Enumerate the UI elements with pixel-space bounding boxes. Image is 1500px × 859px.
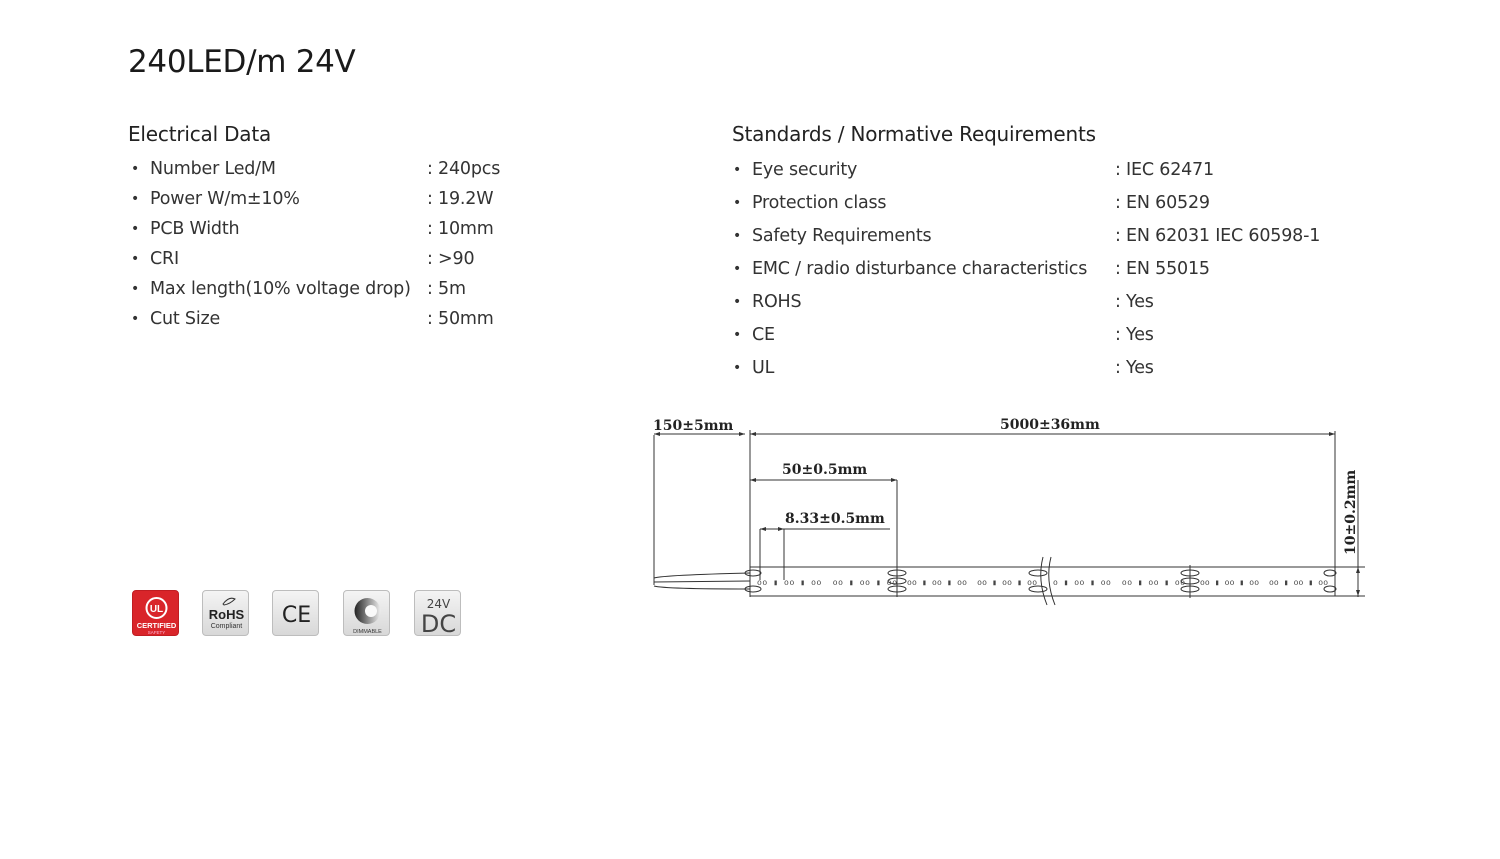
led-pitch-label: 8.33±0.5mm — [785, 511, 885, 527]
ce-mark-icon — [273, 591, 320, 637]
width-label: 10±0.2mm — [1343, 469, 1359, 555]
svg-text:oo ▮ oo ▮ oo oo ▮ oo ▮ oo: oo ▮ oo ▮ oo oo ▮ oo ▮ oo — [1200, 579, 1328, 588]
svg-text:Compliant: Compliant — [210, 623, 243, 630]
svg-text:o ▮ oo ▮ oo oo ▮ oo ▮ oo: o ▮ oo ▮ oo oo ▮ oo ▮ oo — [1053, 579, 1185, 588]
ul-logo-icon — [133, 591, 180, 637]
rohs-badge — [202, 590, 249, 636]
cut-size-label: 50±0.5mm — [782, 462, 868, 478]
page-title: 240LED/m 24V — [128, 44, 356, 80]
strip-dimension-drawing — [645, 405, 1375, 610]
total-length-label: 5000±36mm — [1000, 417, 1100, 433]
lead-length-label: 150±5mm — [653, 418, 734, 434]
svg-text:DIMMABLE: DIMMABLE — [353, 629, 382, 635]
svg-text:24V: 24V — [426, 597, 451, 611]
svg-text:CE: CE — [281, 603, 312, 628]
svg-text:DC: DC — [420, 610, 457, 637]
svg-text:CERTIFIED: CERTIFIED — [136, 621, 177, 630]
ul-certified-badge — [132, 590, 179, 636]
electrical-data-heading: Electrical Data — [128, 122, 272, 146]
24v-dc-badge — [414, 590, 461, 636]
voltage-icon — [415, 591, 462, 637]
dimmer-icon — [344, 591, 391, 637]
svg-text:RoHS: RoHS — [208, 607, 245, 622]
svg-text:SAFETY: SAFETY — [147, 630, 166, 635]
standards-heading: Standards / Normative Requirements — [732, 122, 1096, 146]
dimmable-badge — [343, 590, 390, 636]
svg-text:oo ▮ oo ▮ oo oo ▮ oo ▮ oo: oo ▮ oo ▮ oo oo ▮ oo ▮ oo — [907, 579, 1037, 588]
ce-badge — [272, 590, 319, 636]
rohs-leaf-icon — [203, 591, 250, 637]
svg-text:UL: UL — [149, 604, 164, 615]
svg-text:oo ▮ oo ▮ oo oo ▮ oo ▮ oo: oo ▮ oo ▮ oo oo ▮ oo ▮ oo — [757, 579, 897, 588]
